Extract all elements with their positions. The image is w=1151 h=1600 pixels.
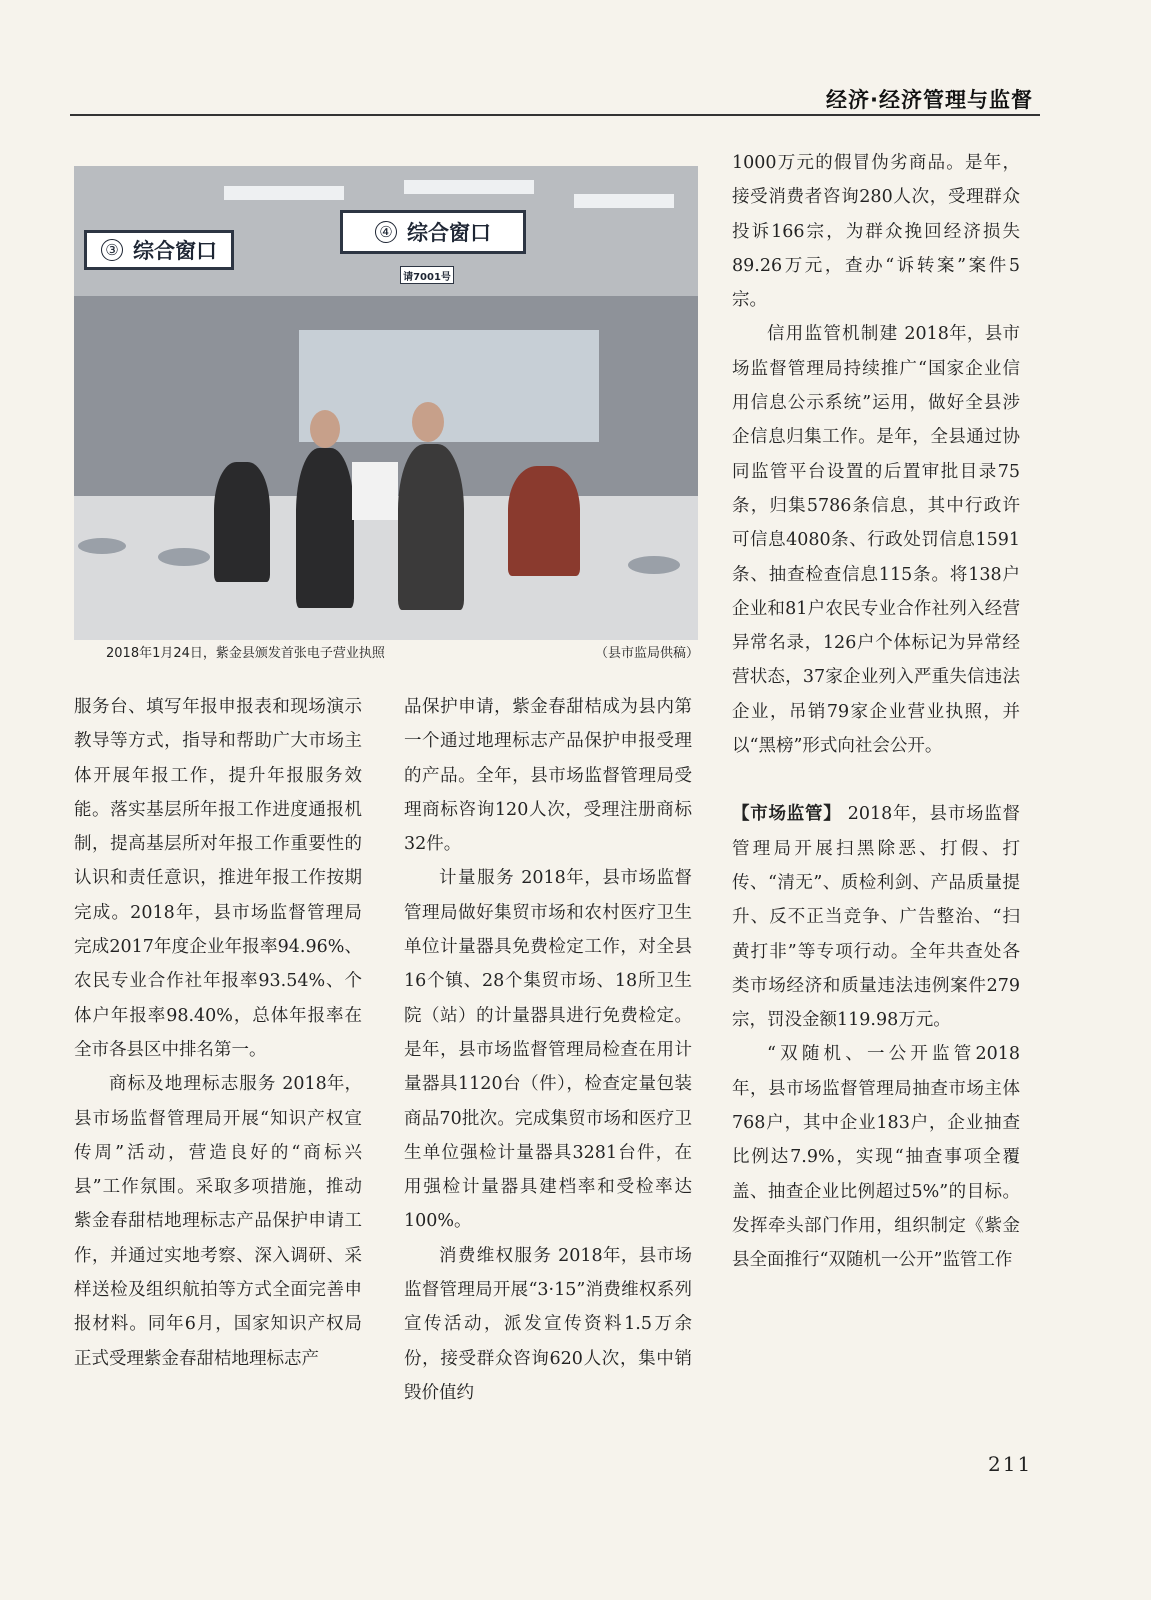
paragraph: 服务台、填写年报申报表和现场演示教导等方式，指导和帮助广大市场主体开展年报工作，提升年报服务效能。落实基层所年报工作进度通报机制，提高基层所对年报工作重要性的认识和责任意识，推进年报工作按期完成。2018年，县市场监督管理局完成2017年度企业年报率94.96%、农民专业合作社年报率93.54%、个体户年报率98.40%，总体年报率在全市各县区中排名第一。 bbox=[74, 697, 362, 1060]
paragraph bbox=[404, 861, 692, 1238]
paragraph-text: 2018年，县市场监督管理局开展“知识产权宣传周”活动，营造良好的“商标兴县”工作氛围。采取多项措施，推动紫金春甜桔地理标志产品保护申请工作，并通过实地考察、深入调研、采样送检及组织航拍等方式全面完善申报材料。同年6月，国家知识产权局正式受理紫金春甜桔地理标志产 bbox=[74, 1074, 362, 1369]
paragraph: 1000万元的假冒伪劣商品。是年，接受消费者咨询280人次，受理群众投诉166宗，为群众挽回经济损失89.26万元，查办“诉转案”案件5宗。 bbox=[732, 153, 1020, 311]
subheading: 消费维权服务 bbox=[439, 1245, 553, 1266]
header-rule bbox=[70, 114, 1040, 116]
section-title: 经济·经济管理与监督 bbox=[826, 88, 1033, 112]
person-man bbox=[398, 444, 464, 610]
paragraph: 品保护申请，紫金春甜桔成为县内第一个通过地理标志产品保护申报受理的产品。全年，县市场监督管理局受理商标咨询120人次，受理注册商标32件。 bbox=[404, 697, 692, 855]
person-clerk bbox=[508, 466, 580, 576]
stool bbox=[158, 548, 210, 566]
queue-number: 请7001号 bbox=[403, 271, 451, 283]
subheading: 信用监管机制建 bbox=[767, 324, 899, 345]
window-sign-4 bbox=[340, 210, 526, 254]
section-gap bbox=[732, 763, 1020, 797]
person-head bbox=[310, 410, 340, 448]
ceiling-light bbox=[574, 194, 674, 208]
photo-credit: （县市监局供稿） bbox=[594, 646, 699, 661]
paragraph bbox=[732, 317, 1020, 763]
paragraph-text: 2018年，县市场监督管理局抽查市场主体768户，其中企业183户，企业抽查比例达7.9%，实现“抽查事项全覆盖、抽查企业比例超过5%”的目标。发挥牵头部门作用，组织制定《紫金县全面推行“双随机一公开”监管工作 bbox=[732, 1044, 1020, 1271]
subheading: 计量服务 bbox=[439, 868, 516, 889]
paragraph bbox=[732, 1037, 1020, 1277]
page-number: 211 bbox=[988, 1452, 1033, 1476]
news-photo bbox=[74, 166, 698, 640]
queue-number-display bbox=[400, 266, 454, 284]
landscape-display bbox=[299, 330, 599, 442]
paragraph bbox=[74, 1067, 362, 1376]
business-license-certificate bbox=[352, 462, 398, 520]
subheading: “双随机、一公开监管 bbox=[767, 1044, 976, 1065]
window-sign-3 bbox=[84, 230, 234, 270]
person-head bbox=[412, 402, 444, 442]
section-heading: 【市场监管】 bbox=[732, 804, 842, 825]
column-1 bbox=[74, 690, 362, 1376]
ceiling-light bbox=[224, 186, 344, 200]
paragraph-text: 2018年，县市场监督管理局做好集贸市场和农村医疗卫生单位计量器具免费检定工作，对全县16个镇、28个集贸市场、18所卫生院（站）的计量器具进行免费检定。是年，县市场监督管理局检查在用计量器具1120台（件），检查定量包装商品70批次。完成集贸市场和医疗卫生单位强检计量器具3281台件，在用强检计量器具建档率和受检率达100%。 bbox=[404, 868, 692, 1232]
subheading: 商标及地理标志服务 bbox=[109, 1074, 277, 1095]
sign-label: 综合窗口 bbox=[133, 239, 217, 263]
paragraph-text: 2018年，县市场监督管理局开展扫黑除恶、打假、打传、“清无”、质检利剑、产品质量提升、反不正当竞争、广告整治、“扫黄打非”等专项行动。全年共查处各类市场经济和质量违法违例案件279宗，罚没金额119.98万元。 bbox=[732, 804, 1020, 1031]
sign-number: ③ bbox=[101, 239, 123, 261]
ceiling-light bbox=[404, 180, 534, 194]
photo-caption: 2018年1月24日，紫金县颁发首张电子营业执照 bbox=[106, 646, 385, 661]
sign-number: ④ bbox=[375, 221, 397, 243]
person-woman bbox=[296, 448, 354, 608]
stool bbox=[78, 538, 126, 554]
paragraph-text: 2018年，县市场监督管理局持续推广“国家企业信用信息公示系统”运用，做好全县涉企信息归集工作。是年，全县通过协同监管平台设置的后置审批目录75条，归集5786条信息，其中行政许可信息4080条、行政处罚信息1591条、抽查检查信息115条。将138户企业和81户农民专业合作社列入经营异常名录，126户个体标记为异常经营状态，37家企业列入严重失信违法企业，吊销79家企业营业执照，并以“黑榜”形式向社会公开。 bbox=[732, 324, 1020, 757]
stool bbox=[628, 556, 680, 574]
sign-label: 综合窗口 bbox=[407, 221, 491, 245]
paragraph bbox=[732, 797, 1020, 1037]
column-3 bbox=[732, 146, 1020, 1278]
paragraph-text: 2018年，县市场监督管理局开展“3·15”消费维权系列宣传活动，派发宣传资料1.5万余份，接受群众咨询620人次，集中销毁价值约 bbox=[404, 1245, 692, 1403]
paragraph bbox=[404, 1239, 692, 1410]
column-2 bbox=[404, 690, 692, 1410]
person-background bbox=[214, 462, 270, 582]
